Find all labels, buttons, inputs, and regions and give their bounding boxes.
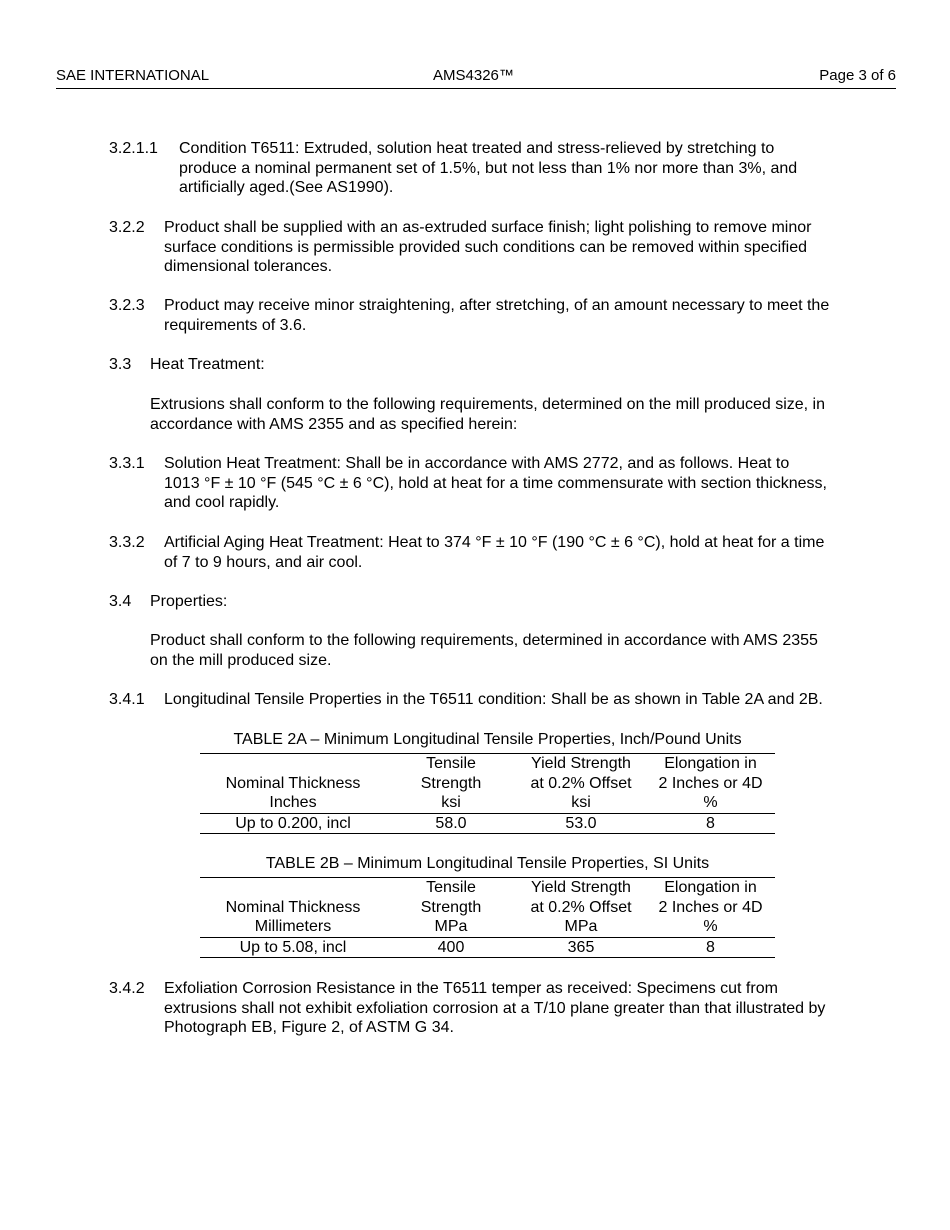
section-number: 3.2.2 <box>109 219 145 236</box>
header-page-number: Page 3 of 6 <box>819 67 896 84</box>
text-line: Properties: <box>150 593 228 610</box>
section-text <box>164 454 879 513</box>
text-line: produce a nominal permanent set of 1.5%, but not less than 1% nor more than 3%, and <box>179 159 798 177</box>
table-header-cell: Strength <box>420 898 482 916</box>
text-line: dimensional tolerances. <box>164 258 333 275</box>
table-header-cell: Elongation in <box>646 754 775 774</box>
text-line: of 7 to 9 hours, and air cool. <box>164 553 363 571</box>
text-line: surface conditions is permissible provided such conditions can be removed within specified <box>164 238 807 256</box>
table-header-cell: % <box>703 918 718 935</box>
table-header-row <box>200 878 775 898</box>
table-cell: 53.0 <box>516 813 646 834</box>
properties-intro <box>150 631 875 670</box>
page-header <box>56 66 896 89</box>
table-header-row <box>200 774 775 794</box>
table-header-row <box>200 898 775 918</box>
table-header-cell: Yield Strength <box>516 754 646 774</box>
table-header-row <box>200 754 775 774</box>
text-line: Extrusions shall conform to the following requirements, determined on the mill produced size, in <box>150 396 825 413</box>
text-line: Condition T6511: Extruded, solution heat treated and stress-relieved by stretching to <box>179 140 775 157</box>
table-2a <box>200 753 775 834</box>
section-number: 3.3 <box>109 356 132 373</box>
table-row <box>200 937 775 958</box>
table-2b-title: TABLE 2B – Minimum Longitudinal Tensile Properties, SI Units <box>265 855 710 872</box>
table-header-cell: MPa <box>564 918 598 935</box>
table-header-cell: % <box>703 794 718 811</box>
table-cell: Up to 0.200, incl <box>200 813 386 834</box>
section-number: 3.3.1 <box>109 455 145 472</box>
section-heading <box>150 592 875 612</box>
text-line: accordance with AMS 2355 and as specified herein: <box>150 415 518 433</box>
table-cell: Up to 5.08, incl <box>200 937 386 958</box>
header-document-id: AMS4326™ <box>433 67 514 84</box>
table-cell: 8 <box>646 813 775 834</box>
table-2b <box>200 877 775 958</box>
table-header-cell <box>200 754 386 774</box>
text-line: Longitudinal Tensile Properties in the T6511 condition: Shall be as shown in Table 2A and 2B. <box>164 691 823 708</box>
table-header-cell: ksi <box>571 794 591 811</box>
table-cell: 400 <box>386 937 516 958</box>
text-line: Product shall be supplied with an as-extruded surface finish; light polishing to remove minor <box>164 219 812 236</box>
section-text <box>164 296 879 335</box>
text-line: Artificial Aging Heat Treatment: Heat to 374 °F ± 10 °F (190 °C ± 6 °C), hold at heat for a time <box>164 534 825 551</box>
table-header-cell: Inches <box>269 794 317 811</box>
text-line: extrusions shall not exhibit exfoliation corrosion at a T/10 plane greater than that illustrated by <box>164 999 826 1017</box>
table-cell: 58.0 <box>386 813 516 834</box>
text-line: Photograph EB, Figure 2, of ASTM G 34. <box>164 1019 454 1036</box>
table-header-cell: 2 Inches or 4D <box>658 898 763 916</box>
heat-treatment-intro <box>150 395 875 434</box>
table-header-cell: at 0.2% Offset <box>530 774 632 792</box>
section-number: 3.4.1 <box>109 691 145 708</box>
text-line: Heat Treatment: <box>150 356 265 373</box>
table-header-cell: Tensile <box>386 878 516 898</box>
table-2a-title: TABLE 2A – Minimum Longitudinal Tensile Properties, Inch/Pound Units <box>233 731 742 748</box>
header-organization: SAE INTERNATIONAL <box>56 67 210 84</box>
text-line: 1013 °F ± 10 °F (545 °C ± 6 °C), hold at heat for a time commensurate with section thickness, <box>164 474 827 492</box>
section-text <box>164 690 879 710</box>
table-header-cell: Nominal Thickness <box>225 898 361 916</box>
text-line: on the mill produced size. <box>150 651 332 669</box>
section-number: 3.3.2 <box>109 534 145 551</box>
section-text <box>164 979 879 1038</box>
text-line: Solution Heat Treatment: Shall be in accordance with AMS 2772, and as follows. Heat to <box>164 455 790 472</box>
table-header-cell: Millimeters <box>254 918 332 935</box>
table-cell: 365 <box>516 937 646 958</box>
section-number: 3.4 <box>109 593 132 610</box>
section-text <box>179 139 879 198</box>
section-heading <box>150 355 875 375</box>
text-line: Product shall conform to the following requirements, determined in accordance with AMS 2355 <box>150 632 818 649</box>
section-number: 3.4.2 <box>109 980 145 997</box>
table-row <box>200 813 775 834</box>
section-text <box>164 533 879 572</box>
table-header-cell: MPa <box>434 918 468 935</box>
text-line: Product may receive minor straightening, after stretching, of an amount necessary to meet the <box>164 297 830 314</box>
text-line: and cool rapidly. <box>164 494 280 511</box>
table-cell: 8 <box>646 937 775 958</box>
table-header-cell: Elongation in <box>646 878 775 898</box>
section-number: 3.2.1.1 <box>109 140 158 157</box>
table-units-row <box>200 917 775 937</box>
section-text <box>164 218 879 277</box>
table-header-cell: 2 Inches or 4D <box>658 774 763 792</box>
text-line: artificially aged.(See AS1990). <box>179 179 394 196</box>
table-header-cell: Nominal Thickness <box>225 774 361 792</box>
text-line: Exfoliation Corrosion Resistance in the T6511 temper as received: Specimens cut from <box>164 980 778 997</box>
table-header-cell: ksi <box>441 794 461 811</box>
table-header-cell: Strength <box>420 774 482 792</box>
table-header-cell: Tensile <box>386 754 516 774</box>
table-header-cell: at 0.2% Offset <box>530 898 632 916</box>
section-number: 3.2.3 <box>109 297 145 314</box>
text-line: requirements of 3.6. <box>164 316 307 334</box>
table-header-cell: Yield Strength <box>516 878 646 898</box>
table-units-row <box>200 793 775 813</box>
table-header-cell <box>200 878 386 898</box>
